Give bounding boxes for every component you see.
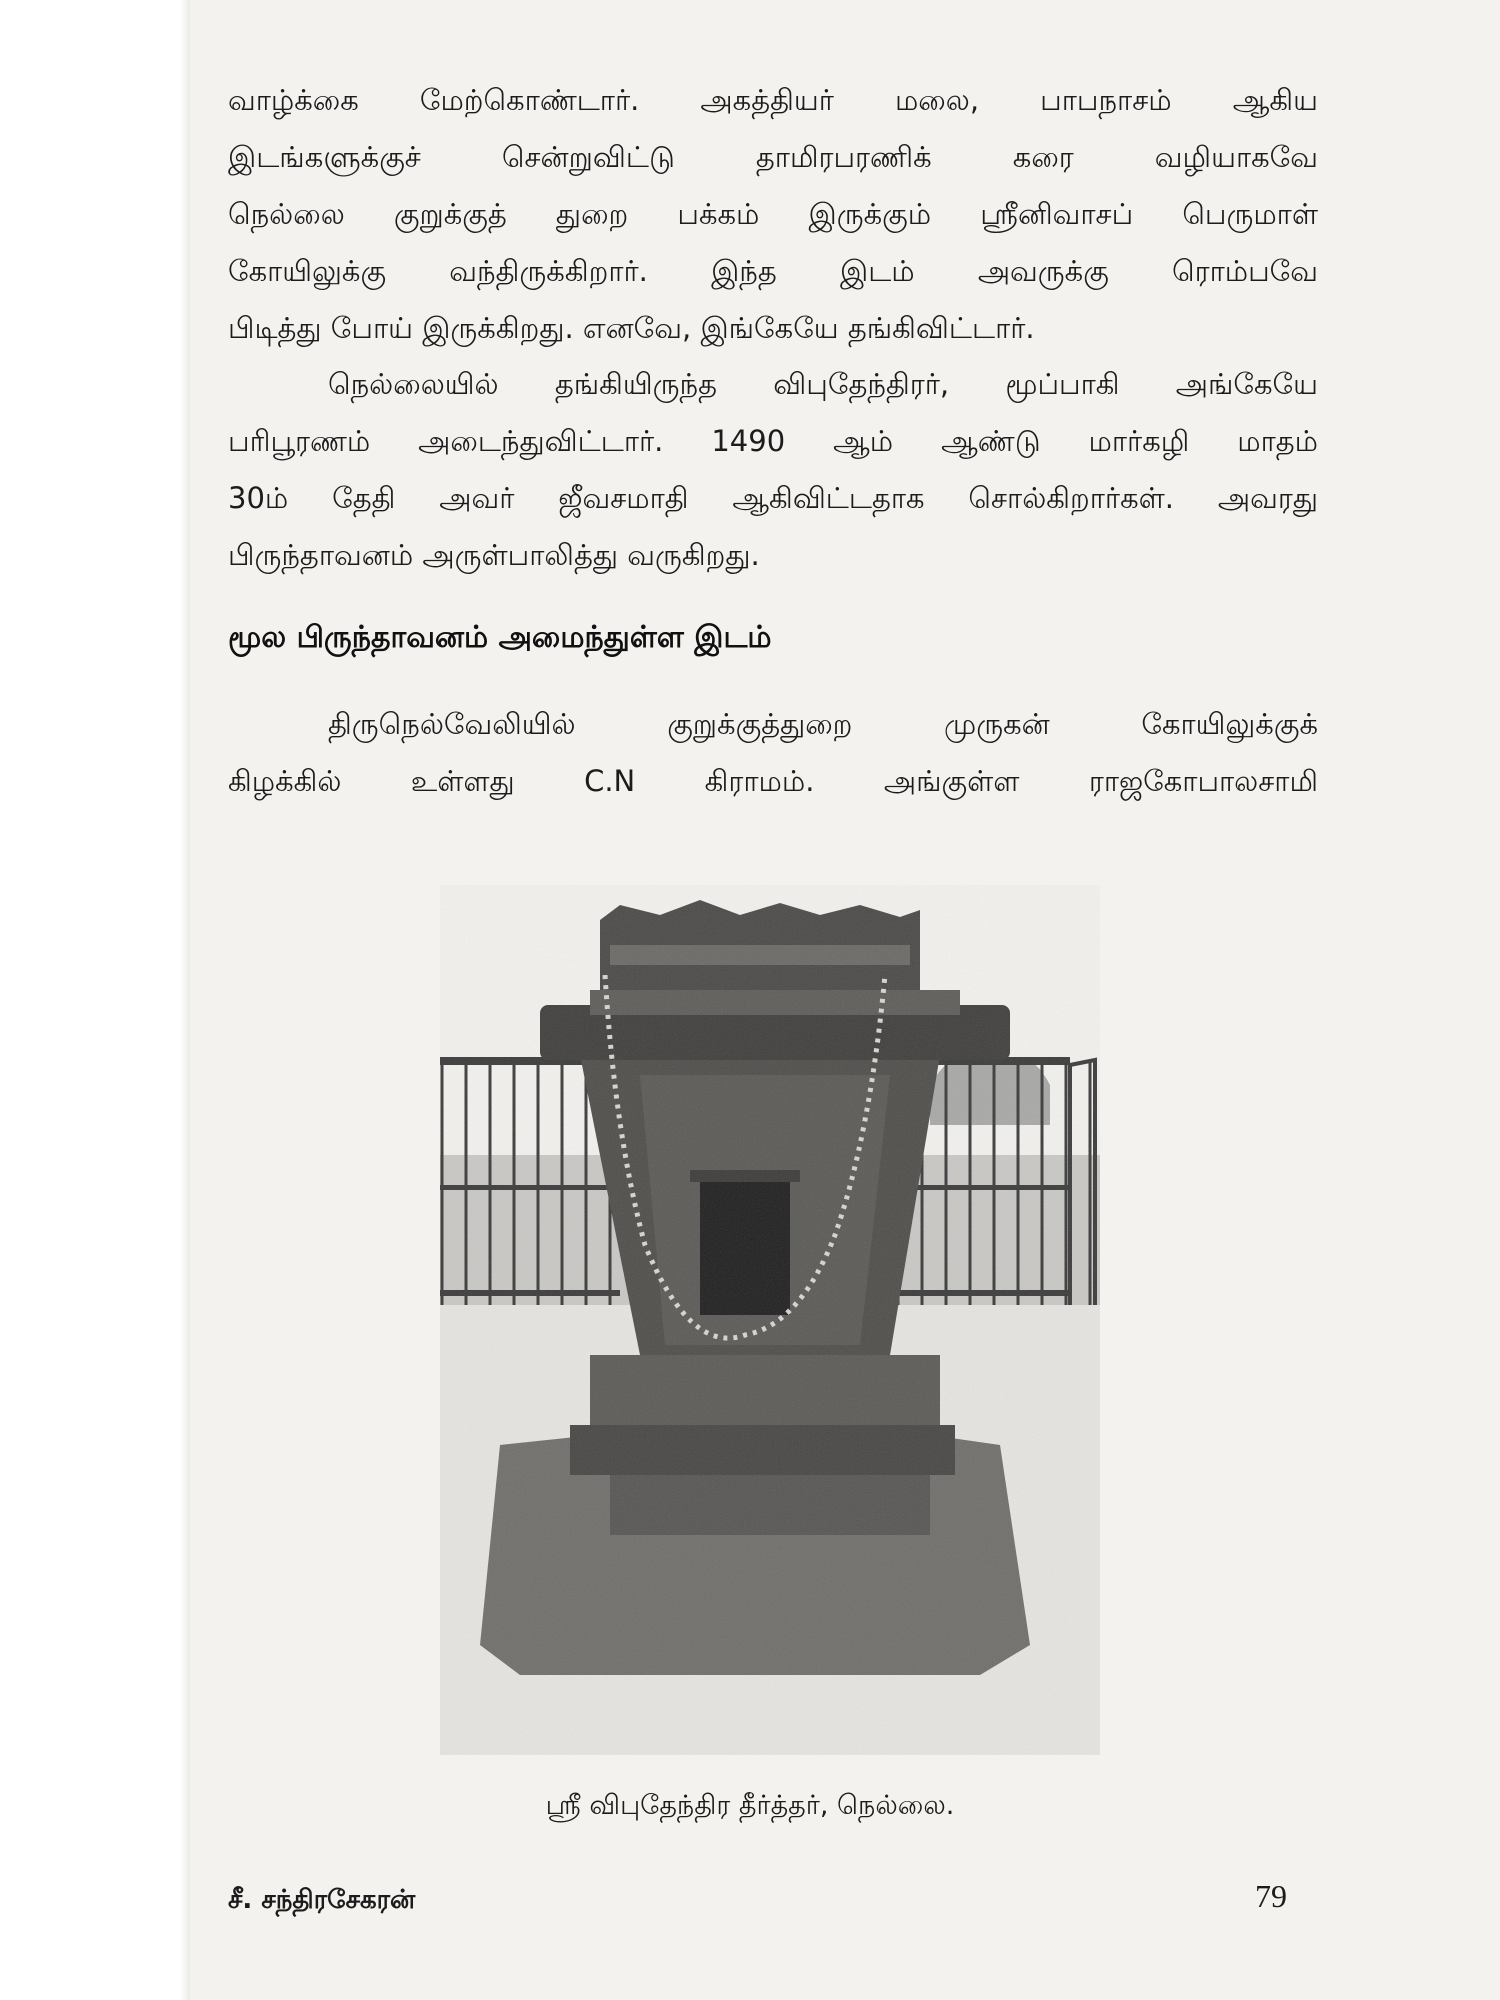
paragraph-2 <box>228 356 1318 584</box>
paragraph-1 <box>228 72 1318 357</box>
footer-author: சீ. சந்திரசேகரன் <box>228 1885 416 1915</box>
text-line: நெல்லையில் தங்கியிருந்த விபுதேந்திரர், மூப்பாகி அங்கேயே <box>328 367 1318 401</box>
brindavan-photo <box>440 885 1100 1755</box>
text-line: திருநெல்வேலியில் குறுக்குத்துறை முருகன் கோயிலுக்குக் <box>328 707 1318 741</box>
text-line: பிடித்து போய் இருக்கிறது. எனவே, இங்கேயே தங்கிவிட்டார். <box>228 311 1035 345</box>
text-line: இடங்களுக்குச் சென்றுவிட்டு தாமிரபரணிக் கரை வழியாகவே <box>228 140 1318 174</box>
text-line: பிருந்தாவனம் அருள்பாலித்து வருகிறது. <box>228 538 760 572</box>
paragraph-3 <box>228 696 1318 810</box>
text-line: நெல்லை குறுக்குத் துறை பக்கம் இருக்கும் ஸ்ரீனிவாசப் பெருமாள் <box>228 197 1318 231</box>
section-heading: மூல பிருந்தாவனம் அமைந்துள்ள இடம் <box>228 620 772 655</box>
text-line: 30ம் தேதி அவர் ஜீவசமாதி ஆகிவிட்டதாக சொல்கிறார்கள். அவரது <box>228 481 1318 515</box>
text-line: வாழ்க்கை மேற்கொண்டார். அகத்தியர் மலை, பாபநாசம் ஆகிய <box>228 83 1318 117</box>
page-number: 79 <box>1255 1878 1287 1914</box>
text-line: கிழக்கில் உள்ளது C.N கிராமம். அங்குள்ள ராஜகோபாலசாமி <box>228 764 1318 798</box>
brindavan-shrine-illustration <box>440 885 1100 1755</box>
photo-caption: ஸ்ரீ விபுதேந்திர தீர்த்தர், நெல்லை. <box>545 1790 955 1821</box>
text-line: பரிபூரணம் அடைந்துவிட்டார். 1490 ஆம் ஆண்டு மார்கழி மாதம் <box>228 424 1318 458</box>
text-line: கோயிலுக்கு வந்திருக்கிறார். இந்த இடம் அவருக்கு ரொம்பவே <box>228 254 1318 288</box>
